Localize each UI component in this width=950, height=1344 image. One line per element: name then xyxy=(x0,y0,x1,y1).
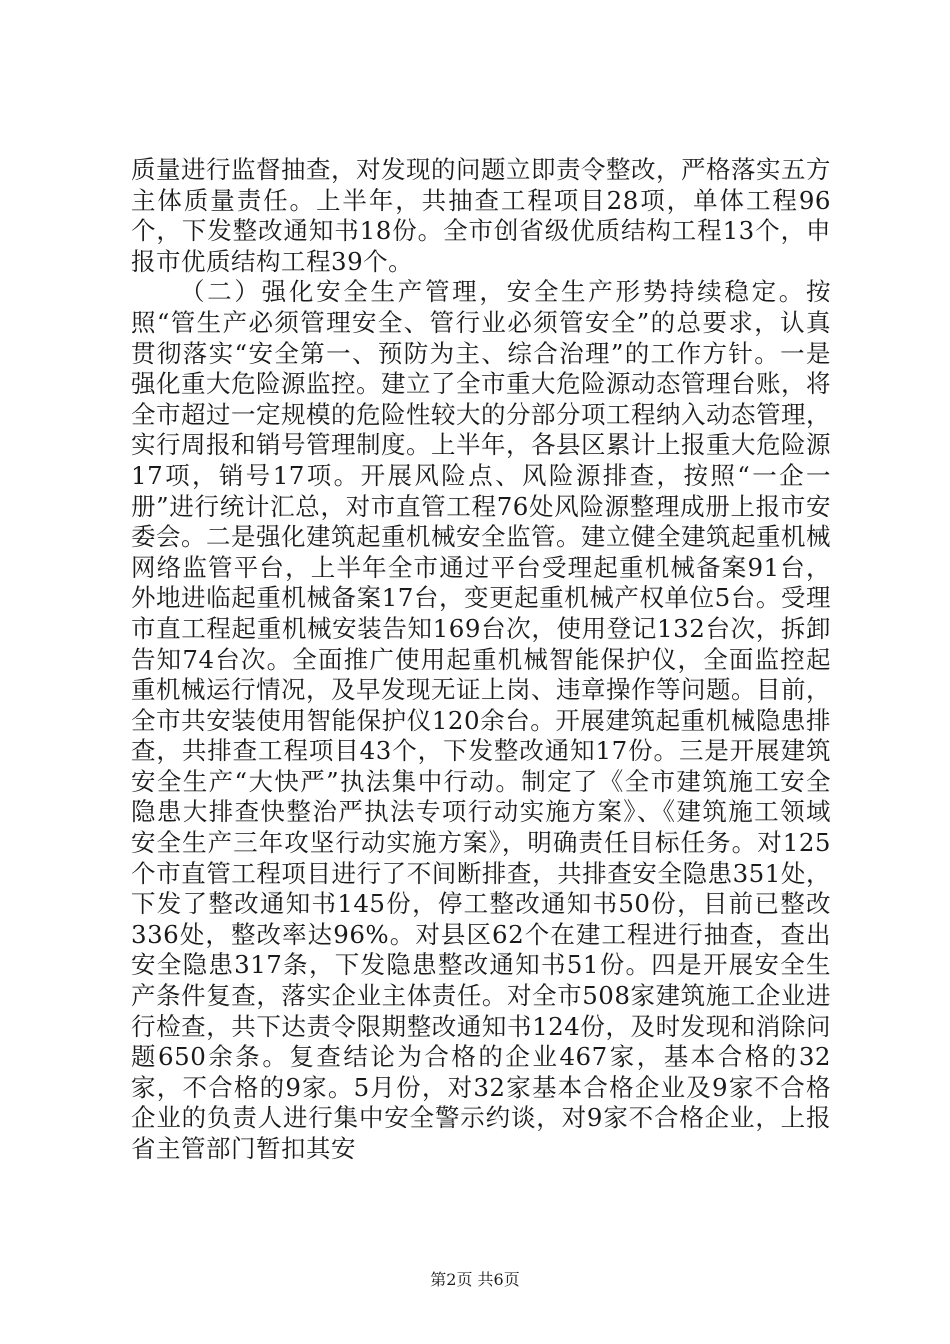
page-footer xyxy=(0,1270,950,1290)
document-body xyxy=(131,155,831,1165)
paragraph-quality-supervision: 质量进行监督抽查，对发现的问题立即责令整改，严格落实五方主体质量责任。上半年，共抽查工程项目28项，单体工程96个，下发整改通知书18份。全市创省级优质结构工程13个，申报市优质结构工程39个。 xyxy=(131,155,831,276)
page-number-label: 第2页 共6页 xyxy=(430,1270,520,1289)
paragraph-safety-management: （二）强化安全生产管理，安全生产形势持续稳定。按照“管生产必须管理安全、管行业必须管安全”的总要求，认真贯彻落实“安全第一、预防为主、综合治理”的工作方针。一是强化重大危险源监控。建立了全市重大危险源动态管理台账，将全市超过一定规模的危险性较大的分部分项工程纳入动态管理，实行周报和销号管理制度。上半年，各县区累计上报重大危险源17项，销号17项。开展风险点、风险源排查，按照“一企一册”进行统计汇总，对市直管工程76处风险源整理成册上报市安委会。二是强化建筑起重机械安全监管。建立健全建筑起重机械网络监管平台，上半年全市通过平台受理起重机械备案91台，外地进临起重机械备案17台，变更起重机械产权单位5台。受理市直工程起重机械安装告知169台次，使用登记132台次，拆卸告知74台次。全面推广使用起重机械智能保护仪，全面监控起重机械运行情况，及早发现无证上岗、违章操作等问题。目前，全市共安装使用智能保护仪120余台。开展建筑起重机械隐患排查，共排查工程项目43个，下发整改通知17份。三是开展建筑安全生产“大快严”执法集中行动。制定了《全市建筑施工安全隐患大排查快整治严执法专项行动实施方案》、《建筑施工领域安全生产三年攻坚行动实施方案》，明确责任目标任务。对125个市直管工程项目进行了不间断排查，共排查安全隐患351处，下发了整改通知书145份，停工整改通知书50份，目前已整改336处，整改率达96%。对县区62个在建工程进行抽查，查出安全隐患317条，下发隐患整改通知书51份。四是开展安全生产条件复查，落实企业主体责任。对全市508家建筑施工企业进行检查，共下达责令限期整改通知书124份，及时发现和消除问题650余条。复查结论为合格的企业467家，基本合格的32家，不合格的9家。5月份，对32家基本合格企业及9家不合格企业的负责人进行集中安全警示约谈，对9家不合格企业，上报省主管部门暂扣其安 xyxy=(131,277,831,1163)
